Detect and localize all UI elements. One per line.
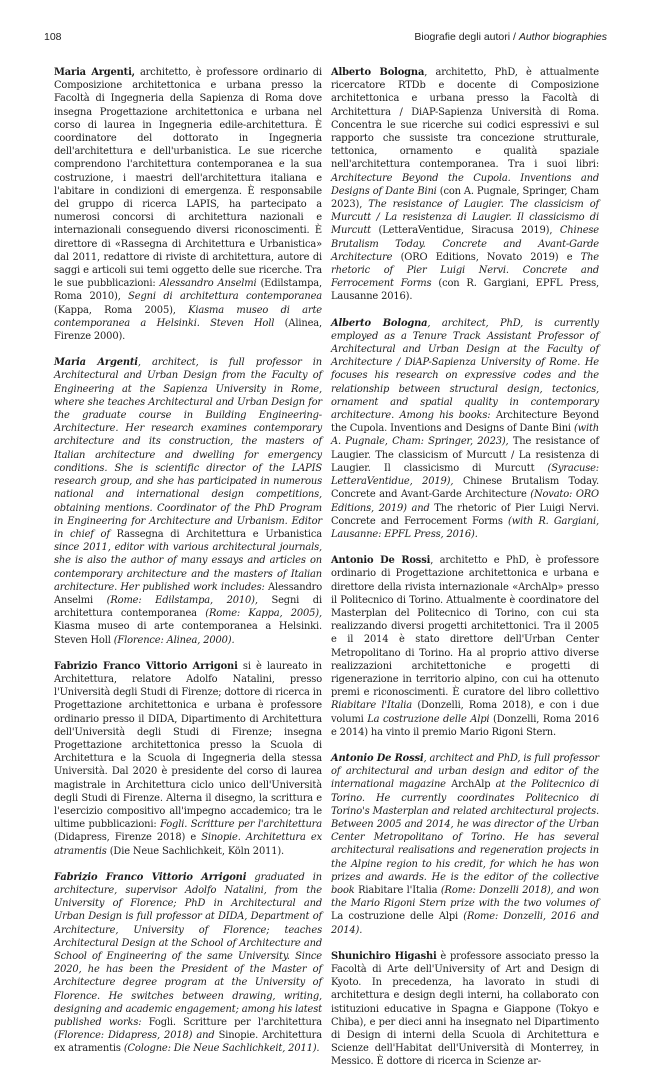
- bio-text: , architect, PhD, is currently employed as a Tenure Track Assistant Professor of Architectural and Urban Design at the Faculty of Architecture / DiAP-Sapienza University of Rome. He focuses his research on expressive codes and the relationship between structural design, tectonics, ornament and spatial quality in contemporary architecture. Among his books:: [331, 317, 599, 422]
- bio-text: (Rome: Donzelli 2018), and won the Mario Rigoni Stern prize with the two volumes of: [331, 884, 599, 910]
- bio-text: (Rome: Kappa, 2005),: [196, 608, 322, 620]
- bio-text: , architect, is full professor in Architectural and Urban Design from the Faculty of Engineering at the Sapienza University in Rome, where she teaches Architectural and Urban Design for the graduate course in Building Engineering-Architecture. Her research examines contemporary architecture and its construction, the masters of Italian architecture and dwelling for emergency conditions. She is scientific director of the LAPIS research group, and she has participated in numerous national and international design competitions, obtaining mentions. Coordinator of the PhD Program in Engineering for Architecture and Urbanism. Editor in chief of: [54, 357, 322, 540]
- book-title: Chinese Brutalism Today. Concrete and Avant-Garde Architecture: [331, 476, 599, 501]
- bio-text: (Die Neue Sachlichkeit, Köln 2011).: [106, 845, 285, 857]
- bio-text: (Cologne: Die Neue Sachlichkeit, 2011).: [120, 1043, 320, 1055]
- book-title: Sinopie. Architettura ex atramentis: [54, 832, 322, 857]
- bio-text: (Novato: ORO Editions, 2019) and: [331, 489, 599, 514]
- bio-text: (Kappa, Roma 2005),: [54, 304, 189, 316]
- bio-text: è professore associato presso la Facoltà di Arte dell'University of Art and Design di Kyoto. In precedenza, ha lavorato in studi di architettura e design degli interni, ha collaborato con istituzioni educative in Spagna e Giappone (Tokyo e Chiba), e per dieci anni ha insegnato nel Dipartimento di Design di interni della Scuola di Architettura e Scienze dell'Habitat dell'Università di Monterrey, in Messico. È dottore di ricerca in Scienze ar-: [331, 950, 599, 1068]
- bio-text: (con R. Gargiani, EPFL Press, Lausanne 2016).: [331, 278, 599, 303]
- bio-text: , architetto, PhD, è attualmente ricercatore RTDb e docente di Composizione architettonica e urbana presso la Facoltà di Architettura / DiAP-Sapienza Università di Roma. Concentra le sue ricerche sui codici espressivi e sul rapporto che sussiste tra concezione strutturale, tettonica, ornamento e qualità spaziale nell'architettura contemporanea. Tra i suoi libri:: [331, 67, 599, 171]
- bio-text: , architetto e PhD, è professore ordinario di Progettazione architettonica e urbana e direttore della rivista internazionale «ArchAlp» presso il Politecnico di Torino. Attualmente è coordinatore del Masterplan del Politecnico di Torino, con cui sta realizzando diversi progetti architettonici. Tra il 2005 e il 2014 è stato direttore dell'Urban Center Metropolitano di Torino. Ha al proprio attivo diverse realizzazioni architettoniche e progetti di rigenerazione in territorio alpino, con cui ha ottenuto premi e riconoscimenti. È curatore del libro collettivo: [331, 555, 599, 699]
- author-name: Alberto Bologna: [331, 67, 425, 78]
- book-title: Architecture Beyond the Cupola. Inventions and Designs of Dante Bini: [331, 410, 599, 435]
- running-title-en: Author biographies: [518, 31, 607, 43]
- bio-text: (Florence: Alinea, 2000).: [110, 634, 235, 646]
- author-name: Fabrizio Franco Vittorio Arrigoni: [54, 660, 238, 672]
- running-header: [414, 31, 607, 43]
- bio-text: (Edilstampa, Roma 2010),: [54, 278, 322, 303]
- bio-text: , architect and PhD, is full professor of architectural and urban design and editor of the international magazine: [331, 752, 599, 791]
- page-number: 108: [44, 31, 62, 43]
- bio-derossi-it: [331, 554, 599, 739]
- bio-arrigoni-it: [54, 660, 322, 858]
- bio-text: (LetteraVentidue, Siracusa 2019),: [370, 225, 560, 237]
- bio-text: graduated in architecture, supervisor Adolfo Natalini, from the University of Florence; PhD in Architectural and Urban Design is full professor at DIDA, Department of Architecture, University of Florence; teaches Architectural Design at the School of Architecture and School of Engineering of the same University. Since 2020, he has been the President of the Master of Architecture degree program at the University of Florence. He switches between drawing, writing, designing and academic engagement; among his latest published works:: [54, 871, 323, 1029]
- author-name: Shunichiro Higashi: [331, 950, 437, 962]
- bio-text: (Rome: Edilstampa, 2010),: [93, 594, 272, 606]
- book-title: Sinopie. Architettura ex atramentis: [54, 1030, 322, 1055]
- book-title: Segni di architettura contemporanea: [128, 291, 323, 303]
- running-title-it: Biografie degli autori /: [414, 31, 519, 43]
- author-name: Maria Argenti,: [54, 67, 135, 78]
- bio-derossi-en: [331, 752, 599, 937]
- book-title: Alessandro Anselmi: [159, 278, 257, 290]
- book-title: Alessandro Anselmi: [54, 581, 322, 606]
- bio-higashi-it: [331, 950, 599, 1069]
- bio-text: (Didapress, Firenze 2018) e: [54, 832, 202, 844]
- author-name: Antonio De Rossi: [331, 555, 431, 567]
- bio-text: (ORO Editions, Novato 2019) e: [392, 251, 581, 263]
- book-title: Segni di architettura contemporanea: [54, 594, 322, 620]
- left-column: [54, 66, 322, 1069]
- bio-text: (Donzelli, Roma 2018), e con i due volumi: [331, 700, 599, 725]
- bio-arrigoni-en: [54, 871, 322, 1056]
- bio-text: si è laureato in Architettura, relatore Adolfo Natalini, presso l'Università degli Studi di Firenze; dottore di ricerca in Progettazione architettonica e urbana è professore ordinario presso il DIDA, Dipartimento di Architettura dell'Università degli Studi di Firenze; insegna Progettazione architettonica presso la Scuola di Architettura e la Scuola di Ingegneria della stessa Università. Dal 2020 è presidente del corso di laurea magistrale in Architettura ciclo unico dell'Università degli Studi di Firenze. Alterna il disegno, la scrittura e l'esercizio compositivo all'impegno accademico; tra le ultime pubblicazioni:: [54, 660, 322, 831]
- bio-text: (Rome: Donzelli, 2016 and 2014).: [331, 911, 599, 936]
- book-title: Riabitare l'Italia: [331, 700, 412, 712]
- bio-text: (with A. Pugnale, Cham: Springer, 2023),: [331, 423, 600, 448]
- book-title: Fogli. Scritture per l'architettura: [160, 819, 322, 831]
- book-title: Fogli. Scritture per l'architettura: [148, 1017, 322, 1029]
- book-title: La costruzione delle Alpi: [367, 713, 490, 725]
- bio-text: (with R. Gargiani, Lausanne: EPFL Press, 2016).: [331, 515, 599, 540]
- author-name: Fabrizio Franco Vittorio Arrigoni: [54, 871, 247, 883]
- author-name: Maria Argenti: [54, 357, 138, 369]
- bio-text: (Syracuse: LetteraVentidue, 2019),: [331, 462, 599, 488]
- bio-text: (con A. Pugnale, Springer, Cham 2023),: [331, 185, 600, 211]
- book-title: The rhetoric of Pier Luigi Nervi. Concrete and Ferrocement Forms: [331, 502, 600, 527]
- book-title: Riabitare l'Italia: [358, 884, 438, 896]
- book-title: Kiasma museo di arte contemporanea a Helsinki. Steven Holl: [54, 304, 322, 329]
- book-title: Chinese Brutalism Today. Concrete and Avant-Garde Architecture: [331, 225, 599, 263]
- bio-argenti-en: [54, 356, 322, 646]
- book-title: Architecture Beyond the Cupola. Inventions and Designs of Dante Bini: [331, 172, 599, 197]
- book-title: The resistance of Laugier. The classicism of Murcutt / La resistenza di Laugier. Il classicismo di Murcutt: [331, 436, 599, 474]
- bio-bologna-it: [331, 66, 599, 304]
- bio-text: since 2011, editor with various architectural journals, she is also the author of many essays and articles on contemporary architecture and the masters of Italian architecture. Her published work includes:: [54, 542, 322, 593]
- right-column: [331, 66, 599, 1082]
- author-name: Alberto Bologna: [331, 317, 428, 329]
- bio-text: (Alinea, Firenze 2000).: [54, 317, 322, 343]
- bio-argenti-it: [54, 66, 322, 343]
- bio-text: (Florence: Didapress, 2018) and: [54, 1030, 219, 1042]
- book-title: La costruzione delle Alpi: [331, 911, 459, 923]
- bio-text: architetto, è professore ordinario di Composizione architettonica e urbana presso la Facoltà di Ingegneria della Sapienza di Roma dove insegna Progettazione architettonica e urbana nel corso di laurea in Ingegneria edile-architettura. È coordinatore del dottorato in Ingegneria dell'architettura e dell'urbanistica. Le sue ricerche comprendono l'architettura contemporanea e la sua costruzione, i maestri dell'architettura italiana e l'abitare in condizioni di emergenza. È responsabile del gruppo di ricerca LAPIS, ha partecipato a numerosi concorsi di architettura nazionali e internazionali conseguendo diversi riconoscimenti. È direttore di «Rassegna di Architettura e Urbanistica» dal 2011, redattore di riviste di architettura, autore di saggi e articoli sui temi oggetto delle sue ricerche. Tra le sue pubblicazioni:: [54, 67, 322, 290]
- bio-text: at the Politecnico di Torino. He currently coordinates Politecnico di Torino's Masterplan and related architectural projects. Between 2005 and 2014, he was director of the Urban Center Metropolitano of Torino. He has several architectural realisations and regeneration projects in the Alpine region to his credit, for which he has won prizes and awards. He is the editor of the collective book: [331, 779, 599, 896]
- book-title: The resistance of Laugier. The classicism of Murcutt / La resistenza di Laugier. Il classicismo di Murcutt: [331, 199, 599, 237]
- author-name: Antonio De Rossi: [331, 752, 424, 764]
- bio-bologna-en: [331, 317, 599, 541]
- book-title: The rhetoric of Pier Luigi Nervi. Concrete and Ferrocement Forms: [331, 251, 599, 290]
- magazine-title: ArchAlp: [451, 779, 491, 791]
- book-title: Kiasma museo di arte contemporanea a Helsinki. Steven Holl: [54, 621, 322, 646]
- book-title: Rassegna di Architettura e Urbanistica: [116, 528, 322, 540]
- bio-text: (Donzelli, Roma 2016 e 2014) ha vinto il premio Mario Rigoni Stern.: [331, 713, 599, 738]
